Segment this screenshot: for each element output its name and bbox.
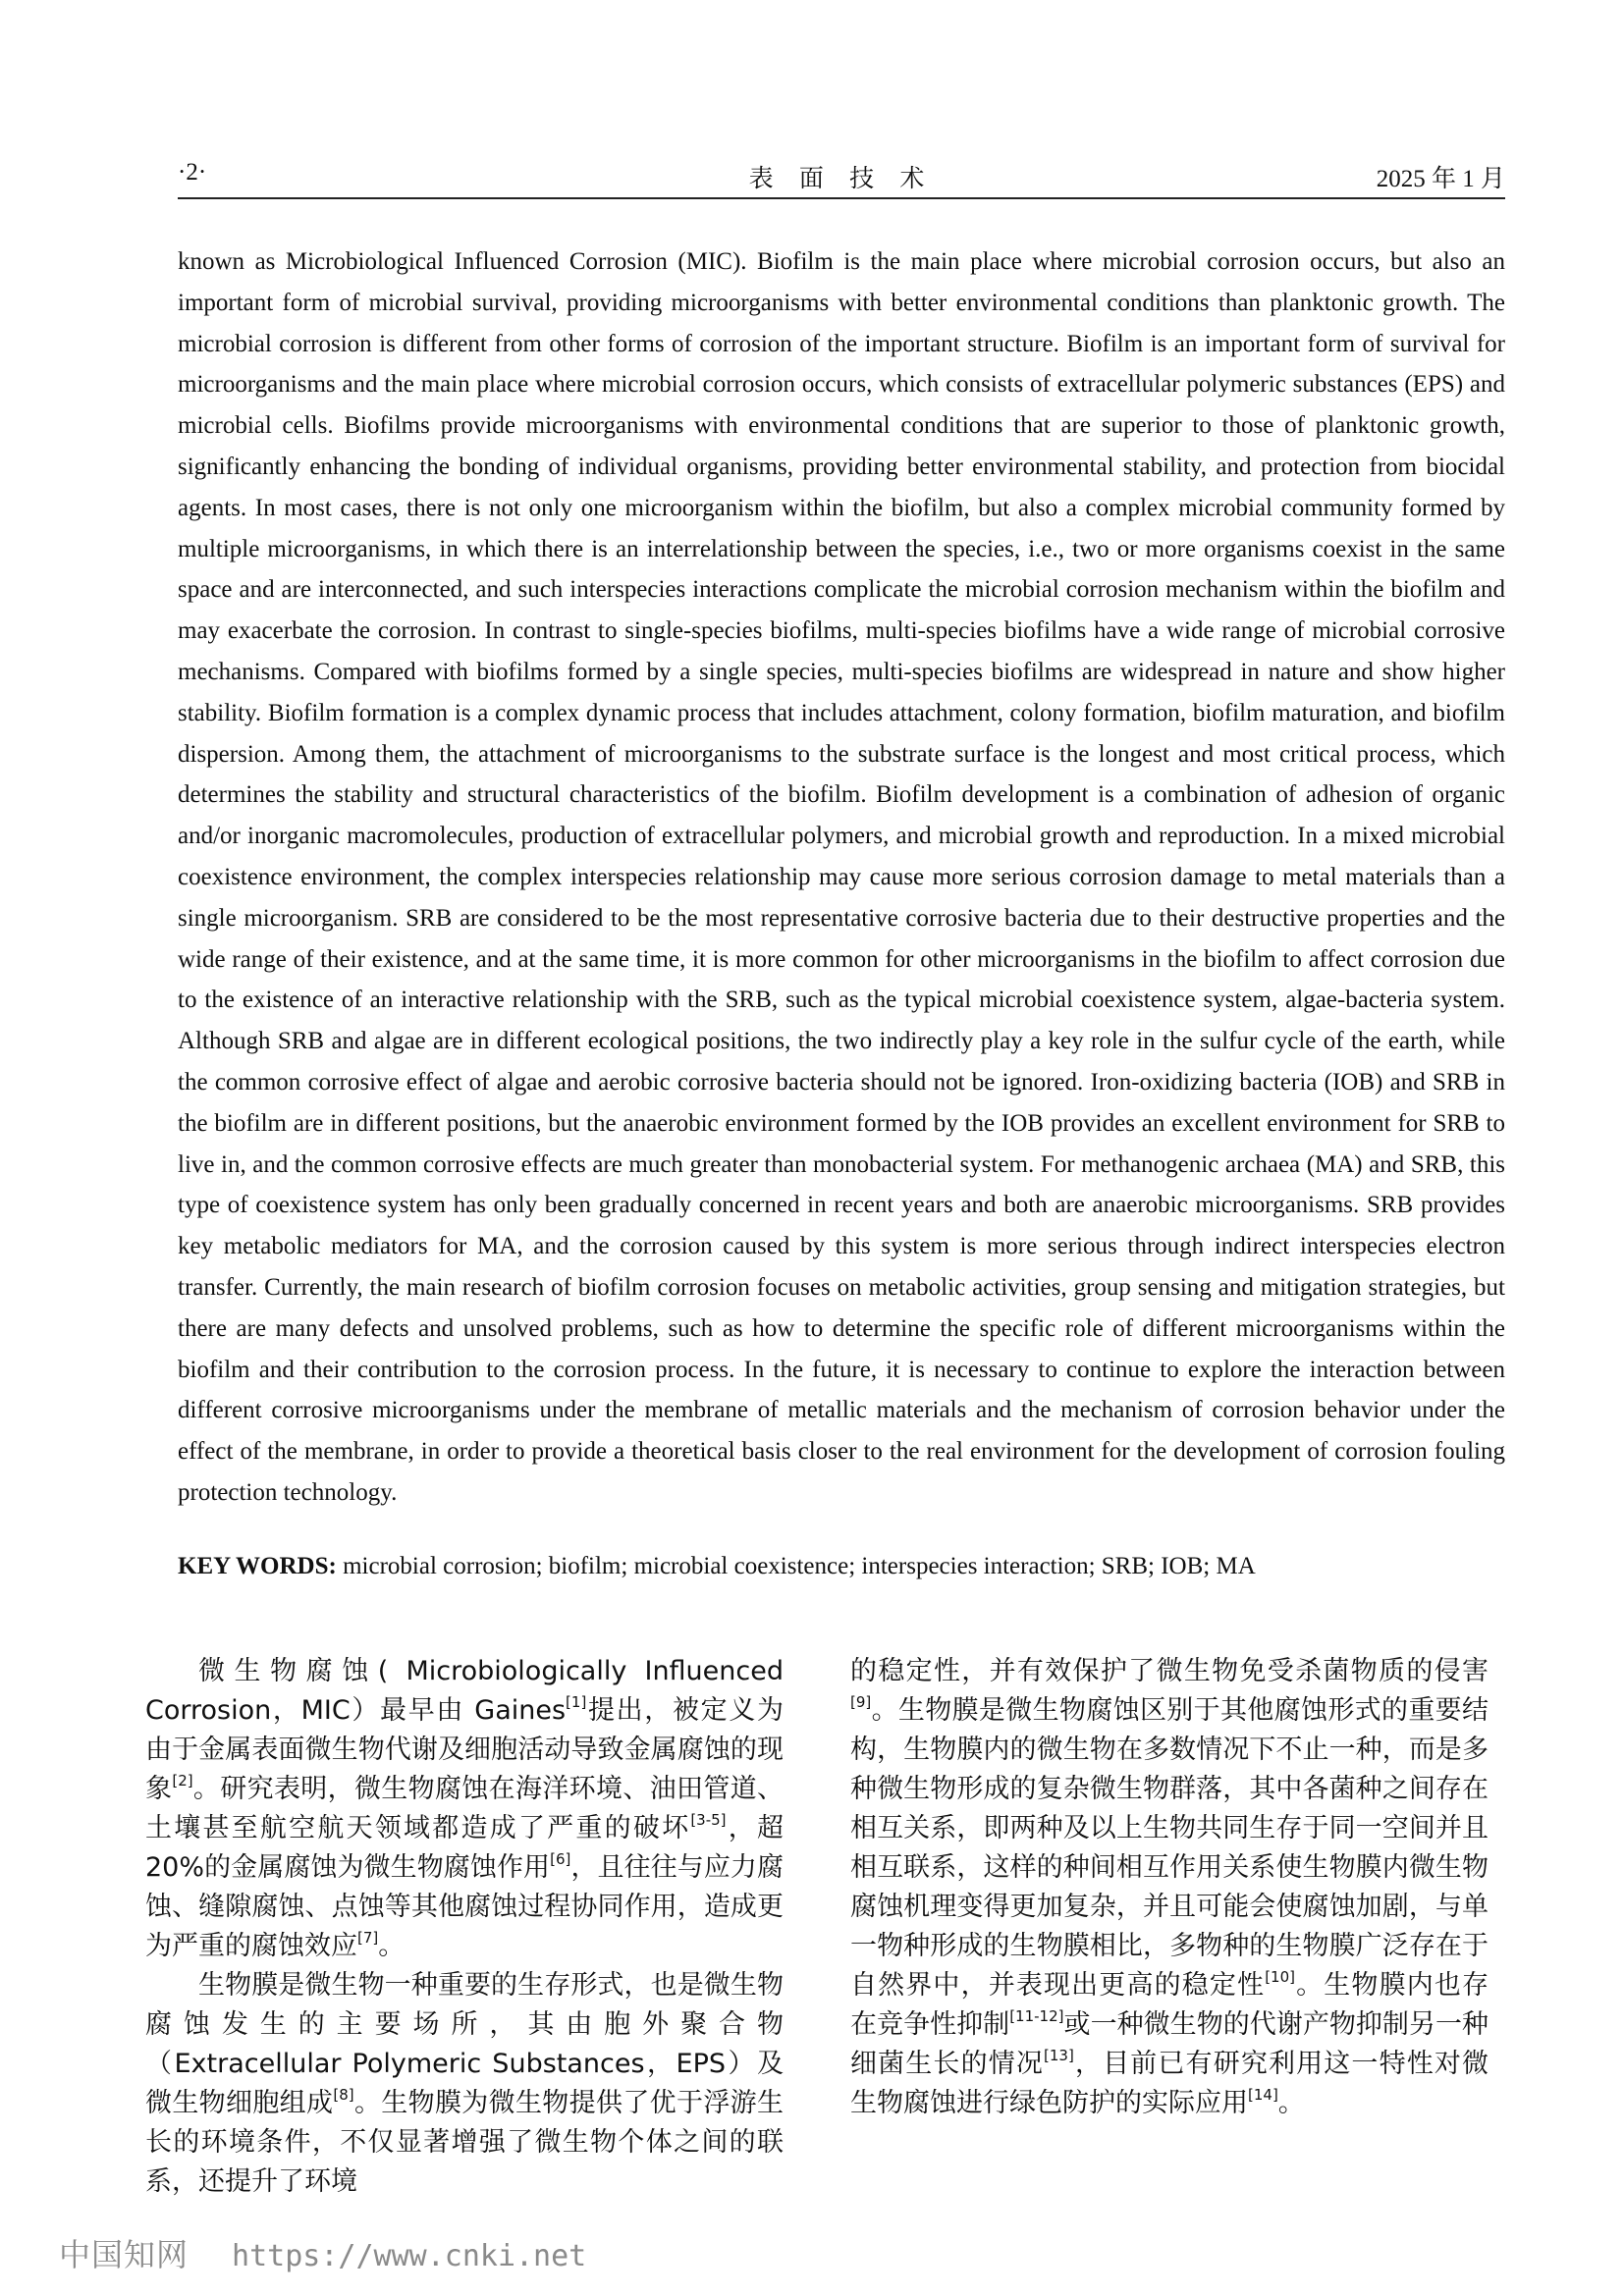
text-run: 。生物膜为微生物提供了优于浮游生长的环境条件，不仅显著增强了微生物个体之间的联系，还提升了环境 <box>145 2088 785 2197</box>
paragraph-biofilm-continued <box>850 1652 1489 2123</box>
paragraph-biofilm <box>145 1966 784 2202</box>
keywords <box>178 1546 1505 1586</box>
text-run: 的稳定性，并有效保护了微生物免受杀菌物质的侵害 <box>850 1656 1489 1686</box>
journal-title: 表 面 技 术 <box>748 166 935 192</box>
text-run: ，超 20%的金属腐蚀为微生物腐蚀作用 <box>145 1813 785 1883</box>
citation-ref[interactable]: [1] <box>566 1693 587 1711</box>
text-run: 或一种微生物的代谢产物抑制另一种细菌生长的情况 <box>850 2009 1489 2079</box>
issue-date: 2025 年 1 月 <box>1376 166 1505 192</box>
citation-ref[interactable]: [14] <box>1248 2086 1278 2104</box>
citation-ref[interactable]: [11-12] <box>1009 2007 1064 2025</box>
text-run: 。生物膜是微生物腐蚀区别于其他腐蚀形式的重要结构，生物膜内的微生物在多数情况下不止一种，而是多种微生物形成的复杂微生物群落，其中各菌种之间存在相互关系，即两种及以上生物共同生存于同一空间并且相互联系，这样的种间相互作用关系使生物膜内微生物腐蚀机理变得更加复杂，并且可能会使腐蚀加剧，与单一物种形成的生物膜相比，多物种的生物膜广泛存在于自然界中，并表现出更高的稳定性 <box>850 1695 1489 2001</box>
citation-ref[interactable]: [9] <box>850 1693 872 1711</box>
text-run: 微生物腐蚀( Microbiologically Influenced Corrosion，MIC）最早由 Gaines <box>145 1656 784 1726</box>
text-run: 提出，被定义为由于金属表面微生物代谢及细胞活动导致金属腐蚀的现象 <box>145 1695 784 1804</box>
page-number: ·2· <box>178 159 207 186</box>
citation-ref[interactable]: [3-5] <box>690 1811 727 1829</box>
text-run: 。 <box>1277 2088 1305 2118</box>
citation-ref[interactable]: [13] <box>1044 2047 1074 2064</box>
keywords-text: microbial corrosion; biofilm; microbial coexistence; interspecies interaction; SRB; IOB; MA <box>343 1553 1256 1579</box>
text-run: ，目前已有研究利用这一特性对微生物腐蚀进行绿色防护的实际应用 <box>850 2049 1489 2118</box>
header-rule <box>178 197 1505 199</box>
citation-ref[interactable]: [8] <box>333 2086 354 2104</box>
citation-ref[interactable]: [7] <box>357 1929 379 1947</box>
keywords-label: KEY WORDS: <box>178 1553 337 1579</box>
cnki-watermark <box>59 2230 586 2275</box>
text-run: 生物膜是微生物一种重要的生存形式，也是微生物腐蚀发生的主要场所，其由胞外聚合物（Extracellular Polymeric Substances，EPS）及微生物细胞组成 <box>145 1970 784 2118</box>
text-run: 。生物膜内也存在竞争性抑制 <box>850 1970 1489 2040</box>
citation-ref[interactable]: [10] <box>1265 1968 1295 1986</box>
citation-ref[interactable]: [6] <box>550 1850 571 1868</box>
body-column-right <box>850 1652 1489 2123</box>
citation-ref[interactable]: [2] <box>172 1772 193 1789</box>
abstract-text: known as Microbiological Influenced Corrosion (MIC). Biofilm is the main place where microbial corrosion occurs, but also an important form of microbial survival, providing microorganisms with better environmental conditions than planktonic growth. The microbial corrosion is different from other forms of corrosion of the important structure. Biofilm is an important form of survival for microorganisms and the main place where microbial corrosion occurs, which consists of extracellular polymeric substances (EPS) and microbial cells. Biofilms provide microorganisms with environmental conditions that are superior to those of planktonic growth, significantly enhancing the bonding of individual organisms, providing better environmental stability, and protection from biocidal agents. In most cases, there is not only one microorganism within the biofilm, but also a complex microbial community formed by multiple microorganisms, in which there is an interrelationship between the species, i.e., two or more organisms coexist in the same space and are interconnected, and such interspecies interactions complicate the microbial corrosion mechanism within the biofilm and may exacerbate the corrosion. In contrast to single-species biofilms, multi-species biofilms have a wide range of microbial corrosive mechanisms. Compared with biofilms formed by a single species, multi-species biofilms are widespread in nature and show higher stability. Biofilm formation is a complex dynamic process that includes attachment, colony formation, biofilm maturation, and biofilm dispersion. Among them, the attachment of microorganisms to the substrate surface is the longest and most critical process, which determines the stability and structural characteristics of the biofilm. Biofilm development is a combination of adhesion of organic and/or inorganic macromolecules, production of extracellular polymers, and microbial growth and reproduction. In a mixed microbial coexistence environment, the complex interspecies relationship may cause more serious corrosion damage to metal materials than a single microorganism. SRB are considered to be the most representative corrosive bacteria due to their destructive properties and the wide range of their existence, and at the same time, it is more common for other microorganisms in the biofilm to affect corrosion due to the existence of an interactive relationship with the SRB, such as the typical microbial coexistence system, algae-bacteria system. Although SRB and algae are in different ecological positions, the two indirectly play a key role in the sulfur cycle of the earth, while the common corrosive effect of algae and aerobic corrosive bacteria should not be ignored. Iron-oxidizing bacteria (IOB) and SRB in the biofilm are in different positions, but the anaerobic environment formed by the IOB provides an excellent environment for SRB to live in, and the common corrosive effects are much greater than monobacterial system. For methanogenic archaea (MA) and SRB, this type of coexistence system has only been gradually concerned in recent years and both are anaerobic microorganisms. SRB provides key metabolic mediators for MA, and the corrosion caused by this system is more serious through indirect interspecies electron transfer. Currently, the main research of biofilm corrosion focuses on metabolic activities, group sensing and mitigation strategies, but there are many defects and unsolved problems, such as how to determine the specific role of different microorganisms within the biofilm and their contribution to the corrosion process. In the future, it is necessary to continue to explore the interaction between different corrosive microorganisms under the membrane of metallic materials and the mechanism of corrosion behavior under the effect of the membrane, in order to provide a theoretical basis closer to the real environment for the development of corrosion fouling protection technology. <box>178 248 1505 1506</box>
text-run: 。 <box>378 1931 406 1961</box>
paragraph-intro <box>145 1652 784 1966</box>
text-run: 。研究表明，微生物腐蚀在海洋环境、油田管道、土壤甚至航空航天领域都造成了严重的破坏 <box>145 1774 785 1843</box>
text-run: ，且往往与应力腐蚀、缝隙腐蚀、点蚀等其他腐蚀过程协同作用，造成更为严重的腐蚀效应 <box>145 1852 785 1961</box>
watermark-url[interactable]: https://www.cnki.net <box>232 2239 587 2273</box>
body-column-left <box>145 1652 784 2202</box>
watermark-site-name: 中国知网 <box>59 2236 189 2273</box>
